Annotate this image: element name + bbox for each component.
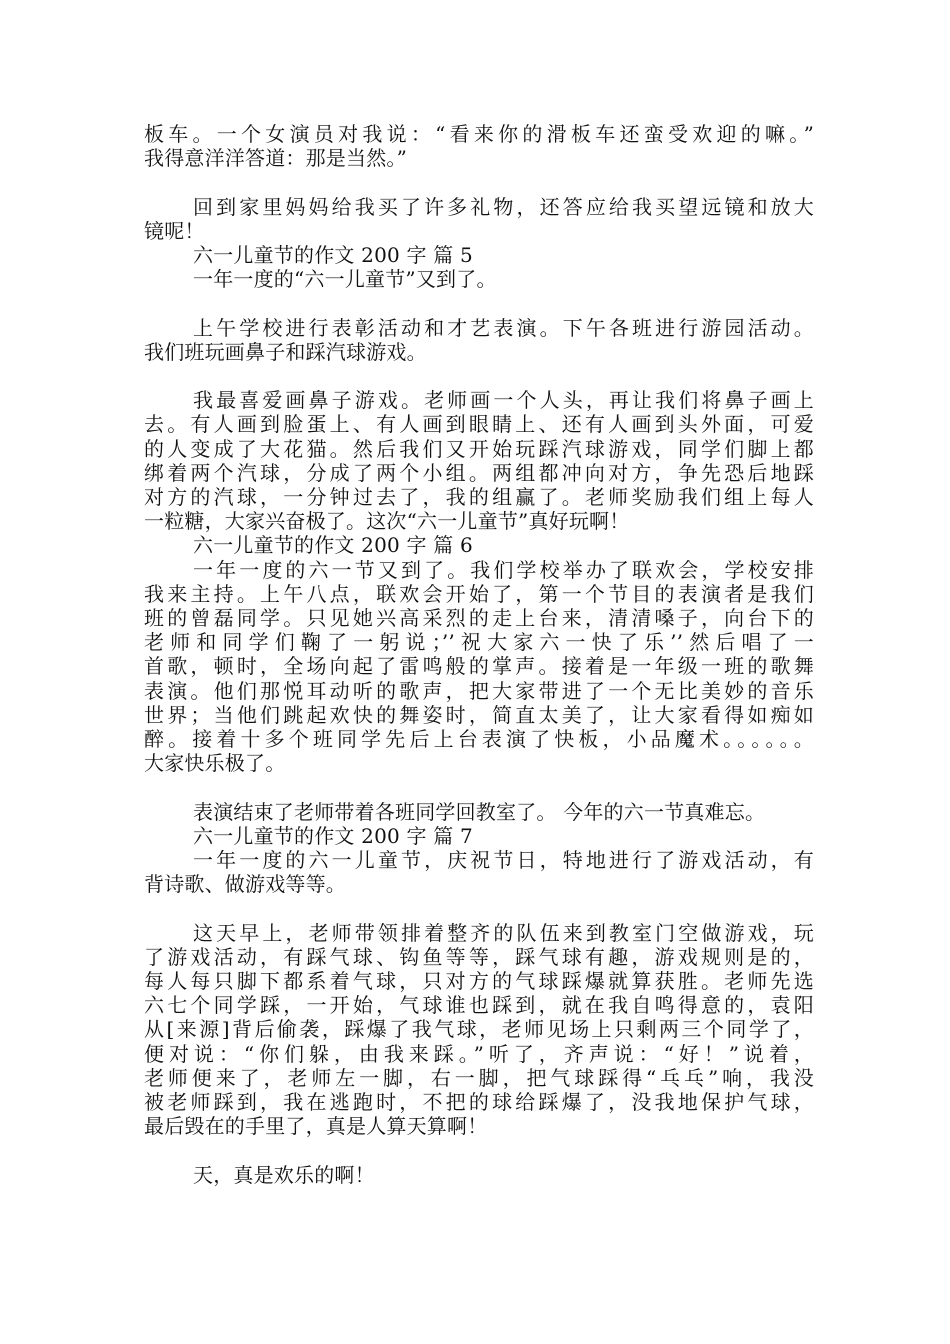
text-line: 上午学校进行表彰活动和才艺表演。下午各班进行游园活动。: [193, 315, 814, 340]
text-line: 被老师踩到，我在逃跑时，不把的球给踩爆了，没我地保护气球，: [144, 1090, 814, 1115]
text-line: 一年一度的六一节又到了。我们学校举办了联欢会，学校安排: [193, 557, 814, 582]
text-line: 的人变成了大花猫。然后我们又开始玩踩汽球游戏，同学们脚上都: [144, 436, 814, 461]
paragraph: [144, 1163, 814, 1187]
paragraph: [144, 195, 814, 243]
text-line: 六一儿童节的作文 200 字 篇 5: [193, 243, 473, 267]
text-line: 背诗歌、做游戏等等。: [144, 872, 346, 897]
text-line: 最后毁在的手里了，真是人算天算啊！: [144, 1114, 488, 1139]
text-line: 六一儿童节的作文 200 字 篇 6: [193, 533, 473, 558]
text-line: 六七个同学踩，一开始，气球谁也踩到，就在我自鸣得意的，袁阳: [144, 993, 814, 1018]
paragraph: [144, 558, 814, 776]
paragraph: [144, 800, 814, 824]
text-line: 六一儿童节的作文 200 字 篇 7: [193, 823, 473, 848]
text-line: 表演结束了老师带着各班同学回教室了。 今年的六一节真难忘。: [193, 799, 766, 824]
text-line: 去。有人画到脸蛋上、有人画到眼睛上、还有人画到头外面，可爱: [144, 412, 814, 437]
text-line: 一年一度的“六一儿童节”又到了。: [193, 267, 497, 292]
text-line: 表演。他们那悦耳动听的歌声，把大家带进了一个无比美妙的音乐: [144, 678, 814, 703]
text-line: 我们班玩画鼻子和踩汽球游戏。: [144, 339, 427, 364]
paragraph-gap: [144, 291, 814, 315]
paragraph: [144, 243, 814, 267]
paragraph-gap: [144, 1138, 814, 1162]
text-line: 从[来源]背后偷袭，踩爆了我气球，老师见场上只剩两三个同学了，: [144, 1017, 814, 1042]
text-line: 世界；当他们跳起欢快的舞姿时，简直太美了，让大家看得如痴如: [144, 702, 814, 727]
text-line: 板车。一个女演员对我说：“看来你的滑板车还蛮受欢迎的嘛。”: [144, 122, 814, 146]
text-line: 醉。接着十多个班同学先后上台表演了快板，小品魔术。。。。。。: [144, 727, 814, 752]
document-body: [144, 122, 814, 1187]
text-line: 老师便来了，老师左一脚，右一脚，把气球踩得“乓乓”响，我没: [144, 1065, 814, 1090]
text-line: 大家快乐极了。: [144, 751, 286, 776]
text-line: 便对说：“你们躲，由我来踩。”听了，齐声说：“好！”说着，: [144, 1041, 814, 1066]
text-line: 回到家里妈妈给我买了许多礼物，还答应给我买望远镜和放大: [193, 194, 814, 219]
text-line: 镜呢！: [144, 218, 205, 243]
text-line: 对方的汽球，一分钟过去了，我的组赢了。老师奖励我们组上每人: [144, 485, 814, 509]
paragraph: [144, 824, 814, 848]
paragraph: [144, 122, 814, 170]
text-line: 首歌，顿时，全场向起了雷鸣般的掌声。接着是一年级一班的歌舞: [144, 654, 814, 679]
text-line: 一年一度的六一儿童节，庆祝节日，特地进行了游戏活动，有: [193, 848, 814, 873]
paragraph: [144, 316, 814, 364]
text-line: 我得意洋洋答道：那是当然。”: [144, 146, 408, 171]
paragraph-gap: [144, 775, 814, 799]
paragraph: [144, 921, 814, 1139]
text-line: 天，真是欢乐的啊！: [193, 1162, 375, 1187]
text-line: 班的曾磊同学。只见她兴高采烈的走上台来，清清嗓子，向台下的: [144, 606, 814, 631]
text-line: 老师和同学们鞠了一躬说；’’祝大家六一快了乐’’然后唱了一: [144, 630, 814, 655]
text-line: 绑着两个汽球，分成了两个小组。两组都冲向对方，争先恐后地踩: [144, 460, 814, 485]
paragraph: [144, 267, 814, 291]
paragraph-gap: [144, 170, 814, 194]
paragraph-gap: [144, 896, 814, 920]
text-line: 一粒糖，大家兴奋极了。这次“六一儿童节”真好玩啊！: [144, 509, 630, 534]
text-line: 每人每只脚下都系着气球，只对方的气球踩爆就算获胜。老师先选: [144, 969, 814, 994]
text-line: 了游戏活动，有踩气球、钩鱼等等，踩气球有趣，游戏规则是的，: [144, 944, 814, 969]
paragraph: [144, 388, 814, 533]
paragraph-gap: [144, 364, 814, 388]
text-line: 这天早上，老师带领排着整齐的队伍来到教室门空做游戏，玩: [193, 920, 814, 945]
paragraph: [144, 533, 814, 557]
text-line: 我最喜爱画鼻子游戏。老师画一个人头，再让我们将鼻子画上: [193, 388, 814, 413]
text-line: 我来主持。上午八点，联欢会开始了，第一个节目的表演者是我们: [144, 581, 814, 606]
paragraph: [144, 848, 814, 896]
